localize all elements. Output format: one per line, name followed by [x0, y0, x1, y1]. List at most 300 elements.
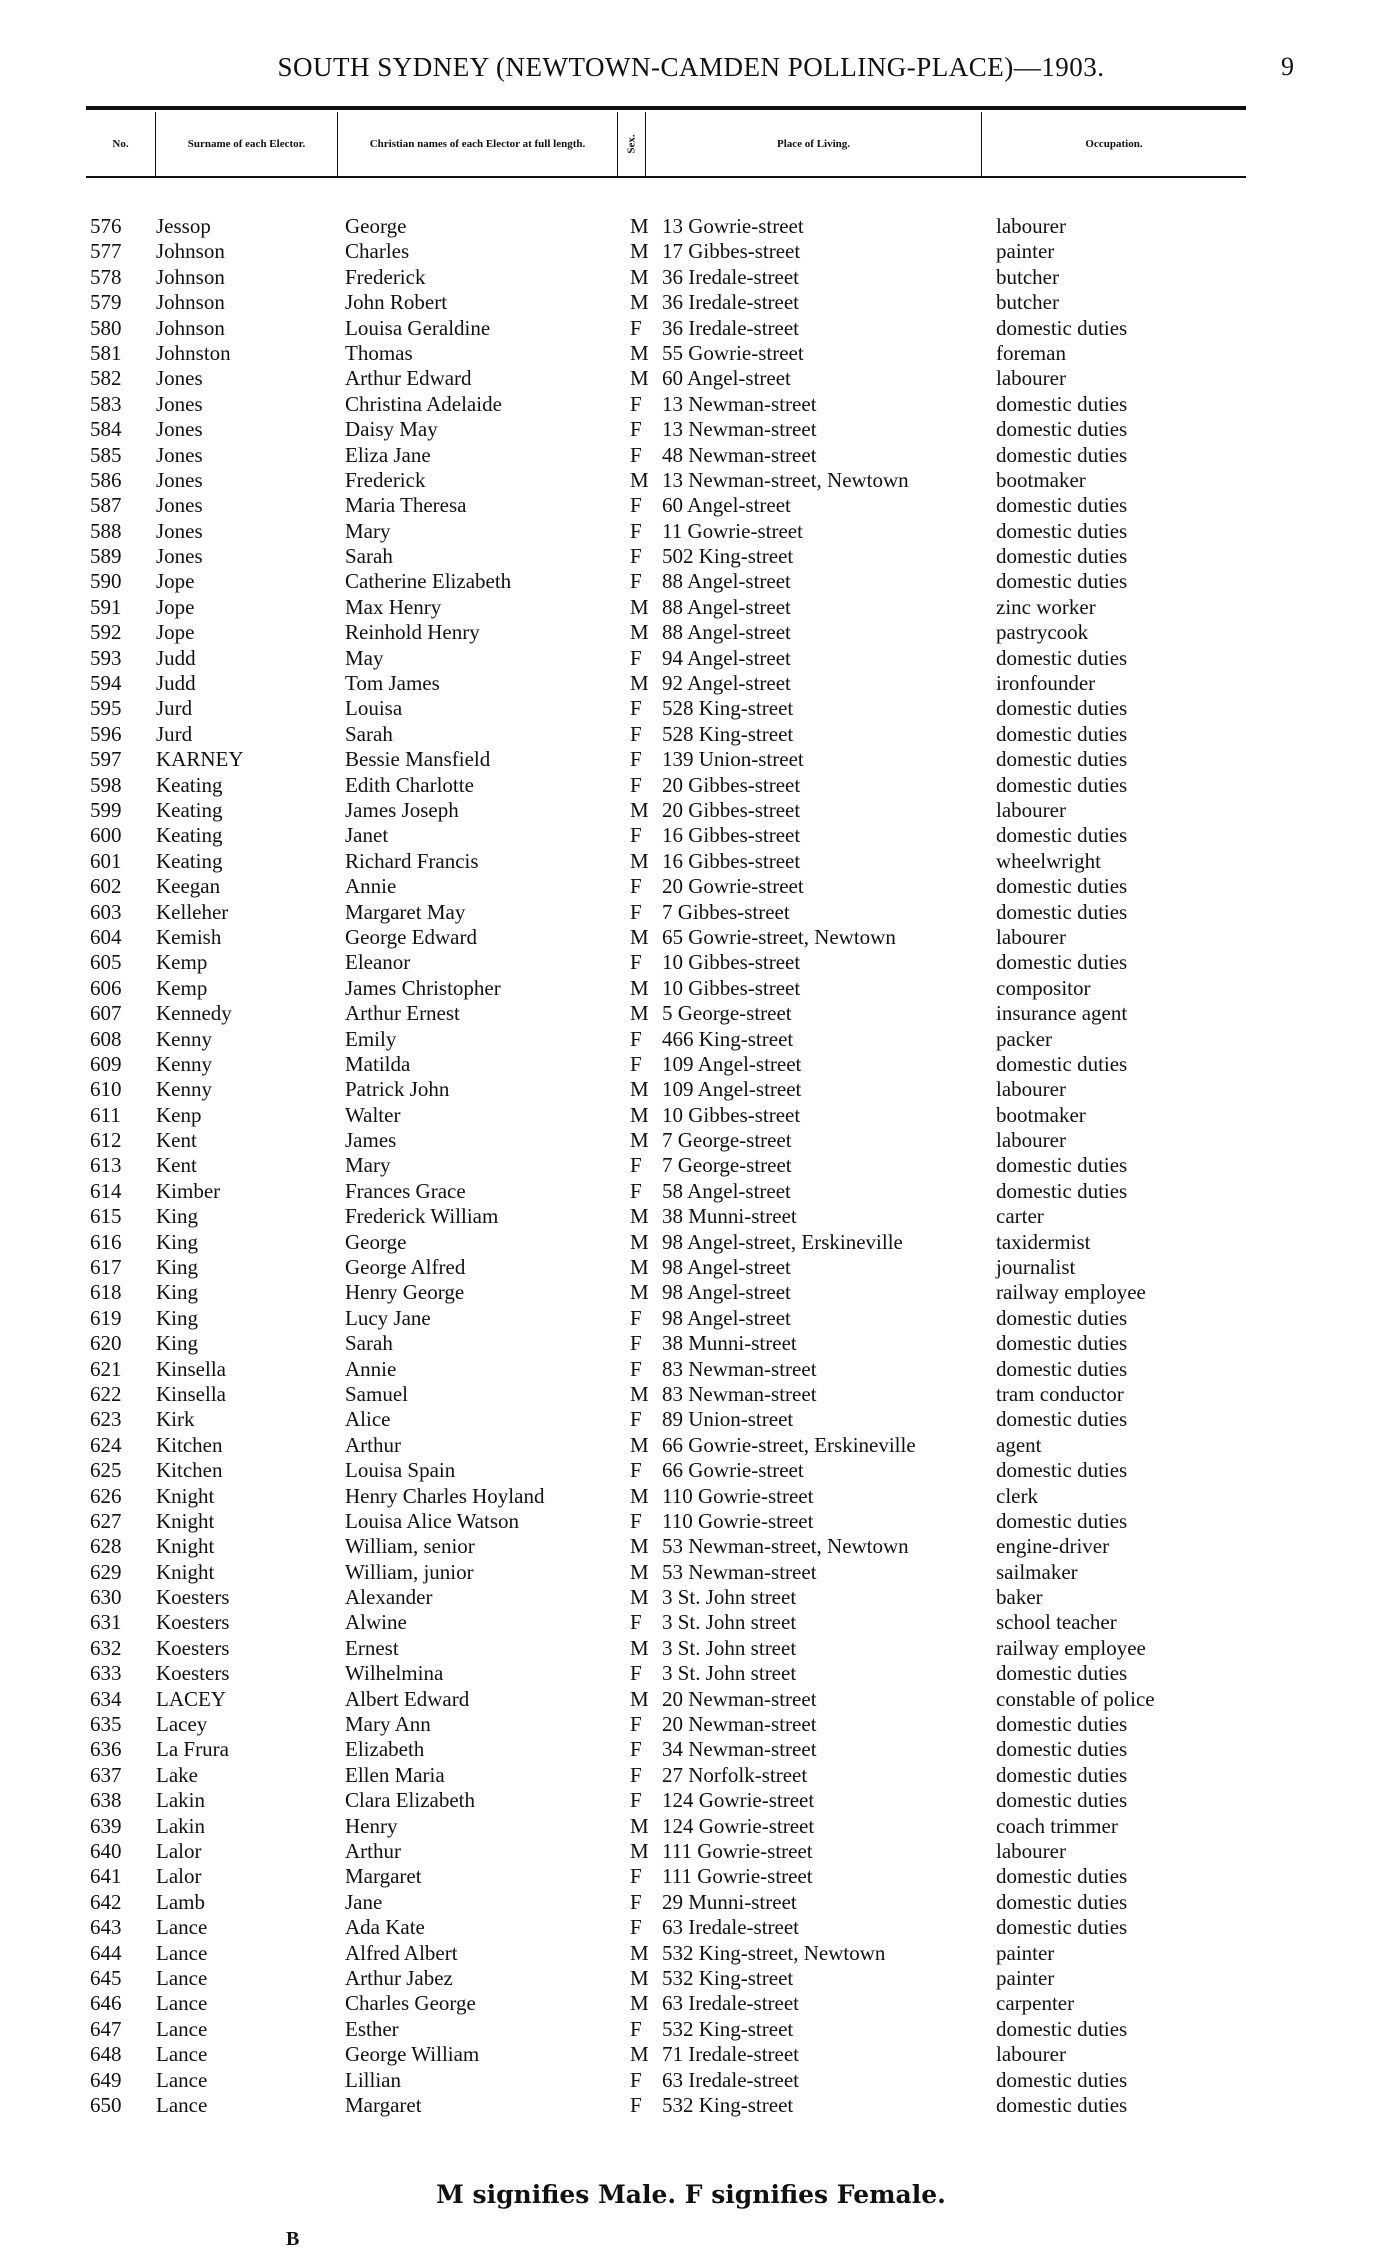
elector-surname: Knight — [156, 1508, 215, 1533]
elector-sex: M — [630, 620, 649, 645]
elector-row — [0, 1255, 1382, 1280]
elector-number: 622 — [90, 1381, 122, 1406]
elector-number: 594 — [90, 671, 122, 696]
elector-christian-names: Louisa — [345, 696, 403, 721]
elector-place: 139 Union-street — [662, 747, 804, 772]
elector-sex: F — [630, 1864, 642, 1889]
elector-number: 599 — [90, 797, 122, 822]
elector-surname: Kenp — [156, 1102, 202, 1127]
elector-number: 586 — [90, 467, 122, 492]
elector-occupation: domestic duties — [996, 417, 1128, 442]
elector-christian-names: John Robert — [345, 290, 448, 315]
elector-sex: F — [630, 696, 642, 721]
elector-occupation: engine-driver — [996, 1534, 1110, 1559]
elector-row — [0, 646, 1382, 671]
elector-christian-names: Louisa Spain — [345, 1458, 456, 1483]
elector-place: 5 George-street — [662, 1001, 792, 1026]
elector-occupation: ironfounder — [996, 671, 1096, 696]
col-header-occupation: Occupation. — [1085, 138, 1143, 150]
elector-sex: F — [630, 1153, 642, 1178]
elector-occupation: labourer — [996, 1839, 1066, 1863]
elector-sex: F — [630, 1051, 642, 1076]
elector-christian-names: Henry — [345, 1813, 398, 1838]
elector-place: 36 Iredale-street — [662, 264, 800, 289]
elector-number: 576 — [90, 214, 122, 238]
elector-christian-names: Alwine — [345, 1610, 407, 1635]
elector-number: 632 — [90, 1635, 122, 1660]
elector-number: 637 — [90, 1762, 122, 1787]
elector-sex: F — [630, 1026, 642, 1051]
elector-sex: M — [630, 1839, 649, 1863]
elector-place: 7 Gibbes-street — [662, 899, 790, 924]
elector-surname: Kinsella — [156, 1356, 226, 1381]
elector-place: 83 Newman-street — [662, 1381, 817, 1406]
elector-occupation: domestic duties — [996, 1508, 1128, 1533]
elector-christian-names: Reinhold Henry — [345, 620, 480, 645]
col-header-no: No. — [86, 112, 156, 176]
elector-number: 595 — [90, 696, 122, 721]
elector-number: 615 — [90, 1204, 122, 1229]
elector-sex: F — [630, 417, 642, 442]
elector-number: 631 — [90, 1610, 122, 1635]
elector-occupation: wheelwright — [996, 848, 1101, 873]
elector-sex: M — [630, 1255, 649, 1280]
elector-number: 596 — [90, 721, 122, 746]
elector-row — [0, 1103, 1382, 1128]
elector-sex: F — [630, 1305, 642, 1330]
elector-occupation: labourer — [996, 924, 1066, 949]
elector-occupation: domestic duties — [996, 1153, 1128, 1178]
elector-place: 20 Gowrie-street — [662, 874, 804, 899]
elector-sex: F — [630, 1356, 642, 1381]
elector-sex: F — [630, 1178, 642, 1203]
elector-sex: M — [630, 366, 649, 391]
elector-occupation: bootmaker — [996, 1102, 1086, 1127]
elector-row — [0, 1433, 1382, 1458]
elector-christian-names: Arthur — [345, 1839, 401, 1863]
elector-christian-names: Margaret May — [345, 899, 466, 924]
elector-surname: Judd — [156, 671, 196, 696]
elector-christian-names: Frances Grace — [345, 1178, 466, 1203]
elector-row — [0, 1864, 1382, 1889]
col-header-sex-label: Sex. — [625, 134, 638, 154]
elector-surname: Keegan — [156, 874, 221, 899]
elector-occupation: domestic duties — [996, 1356, 1128, 1381]
elector-row — [0, 2093, 1382, 2118]
elector-place: 532 King-street, Newtown — [662, 1940, 886, 1965]
elector-surname: Jope — [156, 569, 195, 594]
elector-christian-names: Richard Francis — [345, 848, 479, 873]
elector-christian-names: Sarah — [345, 544, 393, 569]
elector-christian-names: Jane — [345, 1889, 383, 1914]
elector-place: 94 Angel-street — [662, 645, 791, 670]
elector-surname: Koesters — [156, 1610, 230, 1635]
elector-christian-names: Matilda — [345, 1051, 411, 1076]
elector-place: 110 Gowrie-street — [662, 1508, 814, 1533]
elector-christian-names: Thomas — [345, 340, 413, 365]
elector-place: 36 Iredale-street — [662, 315, 800, 340]
elector-occupation: agent — [996, 1432, 1042, 1457]
elector-place: 20 Newman-street — [662, 1712, 817, 1737]
elector-christian-names: Elizabeth — [345, 1737, 425, 1762]
elector-row — [0, 1890, 1382, 1915]
elector-row — [0, 544, 1382, 569]
elector-sex: M — [630, 848, 649, 873]
elector-place: 7 George-street — [662, 1128, 792, 1153]
elector-occupation: insurance agent — [996, 1001, 1128, 1026]
elector-sex: M — [630, 1965, 649, 1990]
elector-surname: Kirk — [156, 1407, 195, 1432]
elector-christian-names: Ernest — [345, 1635, 399, 1660]
elector-number: 590 — [90, 569, 122, 594]
elector-number: 638 — [90, 1788, 122, 1813]
elector-sex: F — [630, 2092, 642, 2117]
elector-surname: Lance — [156, 1915, 208, 1940]
elector-place: 89 Union-street — [662, 1407, 794, 1432]
elector-place: 48 Newman-street — [662, 442, 817, 467]
elector-number: 635 — [90, 1712, 122, 1737]
elector-row — [0, 493, 1382, 518]
elector-christian-names: Alexander — [345, 1585, 433, 1610]
elector-occupation: school teacher — [996, 1610, 1117, 1635]
elector-place: 528 King-street — [662, 721, 794, 746]
elector-surname: Kemp — [156, 975, 208, 1000]
elector-sex: M — [630, 264, 649, 289]
elector-place: 53 Newman-street — [662, 1559, 817, 1584]
elector-occupation: coach trimmer — [996, 1813, 1118, 1838]
elector-sex: M — [630, 1128, 649, 1153]
elector-occupation: domestic duties — [996, 2016, 1128, 2041]
elector-surname: Lance — [156, 2042, 208, 2067]
elector-sex: F — [630, 721, 642, 746]
elector-surname: Lance — [156, 2067, 208, 2092]
elector-sex: F — [630, 2067, 642, 2092]
elector-christian-names: Charles George — [345, 1991, 476, 2016]
elector-christian-names: Samuel — [345, 1381, 408, 1406]
elector-number: 601 — [90, 848, 122, 873]
elector-row — [0, 316, 1382, 341]
elector-place: 38 Munni-street — [662, 1204, 797, 1229]
elector-sex: F — [630, 1458, 642, 1483]
col-header-place: Place of Living. — [646, 112, 982, 176]
elector-surname: Keating — [156, 823, 223, 848]
elector-sex: F — [630, 950, 642, 975]
elector-christian-names: Arthur Jabez — [345, 1965, 453, 1990]
elector-row — [0, 214, 1382, 239]
elector-occupation: domestic duties — [996, 391, 1128, 416]
elector-number: 610 — [90, 1077, 122, 1102]
elector-sex: M — [630, 214, 649, 238]
elector-christian-names: Ada Kate — [345, 1915, 425, 1940]
elector-occupation: domestic duties — [996, 874, 1128, 899]
elector-surname: Koesters — [156, 1661, 230, 1686]
elector-row — [0, 519, 1382, 544]
elector-sex: M — [630, 290, 649, 315]
elector-christian-names: Maria Theresa — [345, 493, 467, 518]
elector-row — [0, 1306, 1382, 1331]
elector-row — [0, 417, 1382, 442]
elector-surname: King — [156, 1229, 198, 1254]
elector-occupation: sailmaker — [996, 1559, 1078, 1584]
elector-surname: Kenny — [156, 1077, 212, 1102]
elector-christian-names: Mary — [345, 518, 391, 543]
elector-sex: M — [630, 467, 649, 492]
elector-surname: Keating — [156, 848, 223, 873]
elector-place: 55 Gowrie-street — [662, 340, 804, 365]
elector-christian-names: Eleanor — [345, 950, 411, 975]
elector-sex: F — [630, 391, 642, 416]
elector-row — [0, 1610, 1382, 1635]
elector-place: 111 Gowrie-street — [662, 1864, 813, 1889]
elector-number: 605 — [90, 950, 122, 975]
elector-christian-names: Mary — [345, 1153, 391, 1178]
elector-surname: Kelleher — [156, 899, 229, 924]
elector-surname: LACEY — [156, 1686, 226, 1711]
elector-number: 613 — [90, 1153, 122, 1178]
elector-place: 71 Iredale-street — [662, 2042, 800, 2067]
elector-surname: Johnson — [156, 239, 225, 264]
elector-row — [0, 1357, 1382, 1382]
elector-surname: Koesters — [156, 1585, 230, 1610]
elector-sex: M — [630, 1381, 649, 1406]
elector-number: 579 — [90, 290, 122, 315]
elector-occupation: railway employee — [996, 1635, 1146, 1660]
elector-sex: M — [630, 1686, 649, 1711]
elector-place: 532 King-street — [662, 1965, 794, 1990]
elector-christian-names: Edith Charlotte — [345, 772, 474, 797]
elector-christian-names: Eliza Jane — [345, 442, 431, 467]
elector-number: 649 — [90, 2067, 122, 2092]
elector-surname: Keating — [156, 797, 223, 822]
elector-surname: Kemish — [156, 924, 222, 949]
elector-christian-names: Charles — [345, 239, 410, 264]
elector-occupation: zinc worker — [996, 594, 1096, 619]
elector-place: 111 Gowrie-street — [662, 1839, 813, 1863]
elector-christian-names: Wilhelmina — [345, 1661, 444, 1686]
elector-row — [0, 1839, 1382, 1864]
elector-occupation: tram conductor — [996, 1381, 1124, 1406]
elector-row — [0, 823, 1382, 848]
elector-number: 627 — [90, 1508, 122, 1533]
elector-occupation: domestic duties — [996, 696, 1128, 721]
elector-place: 83 Newman-street — [662, 1356, 817, 1381]
elector-occupation: labourer — [996, 214, 1066, 238]
elector-place: 10 Gibbes-street — [662, 1102, 801, 1127]
page-header — [0, 52, 1382, 92]
elector-occupation: domestic duties — [996, 1051, 1128, 1076]
elector-row — [0, 1814, 1382, 1839]
elector-number: 602 — [90, 874, 122, 899]
elector-place: 63 Iredale-street — [662, 1915, 800, 1940]
elector-number: 587 — [90, 493, 122, 518]
elector-christian-names: Janet — [345, 823, 389, 848]
elector-sex: F — [630, 747, 642, 772]
elector-sex: F — [630, 1915, 642, 1940]
elector-sex: F — [630, 1610, 642, 1635]
elector-surname: Johnson — [156, 264, 225, 289]
elector-occupation: domestic duties — [996, 1762, 1128, 1787]
elector-occupation: labourer — [996, 1077, 1066, 1102]
elector-place: 38 Munni-street — [662, 1331, 797, 1356]
elector-row — [0, 1204, 1382, 1229]
elector-number: 625 — [90, 1458, 122, 1483]
elector-surname: Kent — [156, 1153, 197, 1178]
elector-row — [0, 595, 1382, 620]
elector-christian-names: Henry George — [345, 1280, 465, 1305]
elector-surname: Koesters — [156, 1635, 230, 1660]
elector-sex: M — [630, 1534, 649, 1559]
elector-surname: Kenny — [156, 1051, 212, 1076]
elector-number: 650 — [90, 2092, 122, 2117]
elector-christian-names: James Joseph — [345, 797, 459, 822]
elector-surname: Kent — [156, 1128, 197, 1153]
elector-christian-names: James Christopher — [345, 975, 501, 1000]
elector-occupation: foreman — [996, 340, 1066, 365]
elector-surname: Jones — [156, 518, 203, 543]
elector-row — [0, 443, 1382, 468]
elector-christian-names: Patrick John — [345, 1077, 450, 1102]
elector-occupation: domestic duties — [996, 1712, 1128, 1737]
elector-sex: M — [630, 2042, 649, 2067]
elector-row — [0, 1077, 1382, 1102]
elector-number: 584 — [90, 417, 122, 442]
elector-surname: Lake — [156, 1762, 198, 1787]
elector-place: 124 Gowrie-street — [662, 1788, 815, 1813]
elector-number: 621 — [90, 1356, 122, 1381]
elector-number: 617 — [90, 1255, 122, 1280]
elector-place: 17 Gibbes-street — [662, 239, 801, 264]
header-rule — [86, 106, 1246, 110]
elector-occupation: painter — [996, 1940, 1055, 1965]
elector-christian-names: Arthur — [345, 1432, 401, 1457]
elector-sex: M — [630, 671, 649, 696]
elector-place: 60 Angel-street — [662, 493, 791, 518]
elector-christian-names: Louisa Geraldine — [345, 315, 491, 340]
elector-place: 532 King-street — [662, 2016, 794, 2041]
elector-sex: M — [630, 594, 649, 619]
elector-row — [0, 722, 1382, 747]
elector-surname: KARNEY — [156, 747, 244, 772]
elector-number: 618 — [90, 1280, 122, 1305]
elector-surname: Johnson — [156, 290, 225, 315]
elector-row — [0, 1712, 1382, 1737]
elector-occupation: domestic duties — [996, 518, 1128, 543]
elector-christian-names: George Alfred — [345, 1255, 466, 1280]
elector-christian-names: Margaret — [345, 2092, 422, 2117]
elector-christian-names: Arthur Ernest — [345, 1001, 460, 1026]
elector-occupation: domestic duties — [996, 899, 1128, 924]
elector-row — [0, 925, 1382, 950]
elector-row — [0, 747, 1382, 772]
elector-occupation: domestic duties — [996, 1915, 1128, 1940]
elector-christian-names: George — [345, 1229, 407, 1254]
elector-place: 27 Norfolk-street — [662, 1762, 808, 1787]
elector-number: 591 — [90, 594, 122, 619]
elector-surname: Jurd — [156, 721, 193, 746]
elector-surname: Jones — [156, 544, 203, 569]
elector-number: 592 — [90, 620, 122, 645]
elector-christian-names: Alice — [345, 1407, 391, 1432]
elector-sex: M — [630, 1077, 649, 1102]
elector-surname: Kennedy — [156, 1001, 232, 1026]
elector-occupation: painter — [996, 239, 1055, 264]
elector-sex: F — [630, 874, 642, 899]
elector-place: 29 Munni-street — [662, 1889, 797, 1914]
elector-surname: Johnston — [156, 340, 231, 365]
elector-place: 109 Angel-street — [662, 1051, 802, 1076]
elector-occupation: labourer — [996, 797, 1066, 822]
elector-sex: M — [630, 1432, 649, 1457]
elector-surname: Lacey — [156, 1712, 208, 1737]
elector-surname: Jones — [156, 366, 203, 391]
elector-row — [0, 1027, 1382, 1052]
elector-surname: Lakin — [156, 1813, 205, 1838]
elector-row — [0, 874, 1382, 899]
elector-number: 581 — [90, 340, 122, 365]
elector-sex: F — [630, 493, 642, 518]
elector-place: 13 Gowrie-street — [662, 214, 804, 238]
elector-christian-names: Henry Charles Hoyland — [345, 1483, 545, 1508]
elector-number: 604 — [90, 924, 122, 949]
elector-occupation: baker — [996, 1585, 1043, 1610]
elector-sex: M — [630, 975, 649, 1000]
elector-surname: Jurd — [156, 696, 193, 721]
elector-surname: Knight — [156, 1559, 215, 1584]
elector-christian-names: Frederick — [345, 264, 426, 289]
elector-surname: Jessop — [156, 214, 211, 238]
elector-row — [0, 2042, 1382, 2067]
elector-sex: M — [630, 1559, 649, 1584]
elector-surname: Kinsella — [156, 1381, 226, 1406]
elector-place: 88 Angel-street — [662, 569, 791, 594]
elector-occupation: clerk — [996, 1483, 1038, 1508]
elector-christian-names: Emily — [345, 1026, 397, 1051]
elector-row — [0, 1763, 1382, 1788]
elector-surname: La Frura — [156, 1737, 229, 1762]
elector-occupation: domestic duties — [996, 442, 1128, 467]
elector-list — [0, 214, 1382, 2118]
elector-number: 628 — [90, 1534, 122, 1559]
elector-surname: Kenny — [156, 1026, 212, 1051]
elector-number: 607 — [90, 1001, 122, 1026]
elector-row — [0, 900, 1382, 925]
elector-occupation: domestic duties — [996, 823, 1128, 848]
elector-place: 3 St. John street — [662, 1635, 797, 1660]
elector-surname: Lance — [156, 2092, 208, 2117]
elector-row — [0, 1128, 1382, 1153]
elector-place: 20 Gibbes-street — [662, 772, 801, 797]
elector-sex: M — [630, 797, 649, 822]
elector-place: 65 Gowrie-street, Newtown — [662, 924, 896, 949]
elector-place: 502 King-street — [662, 544, 794, 569]
elector-christian-names: Arthur Edward — [345, 366, 472, 391]
elector-row — [0, 1941, 1382, 1966]
elector-place: 10 Gibbes-street — [662, 975, 801, 1000]
elector-place: 16 Gibbes-street — [662, 823, 801, 848]
elector-number: 645 — [90, 1965, 122, 1990]
elector-number: 642 — [90, 1889, 122, 1914]
elector-place: 532 King-street — [662, 2092, 794, 2117]
elector-number: 648 — [90, 2042, 122, 2067]
elector-number: 636 — [90, 1737, 122, 1762]
col-header-sex — [618, 112, 646, 176]
elector-surname: Lalor — [156, 1864, 202, 1889]
elector-surname: Knight — [156, 1534, 215, 1559]
elector-occupation: domestic duties — [996, 2092, 1128, 2117]
elector-christian-names: Mary Ann — [345, 1712, 431, 1737]
elector-number: 606 — [90, 975, 122, 1000]
elector-place: 36 Iredale-street — [662, 290, 800, 315]
